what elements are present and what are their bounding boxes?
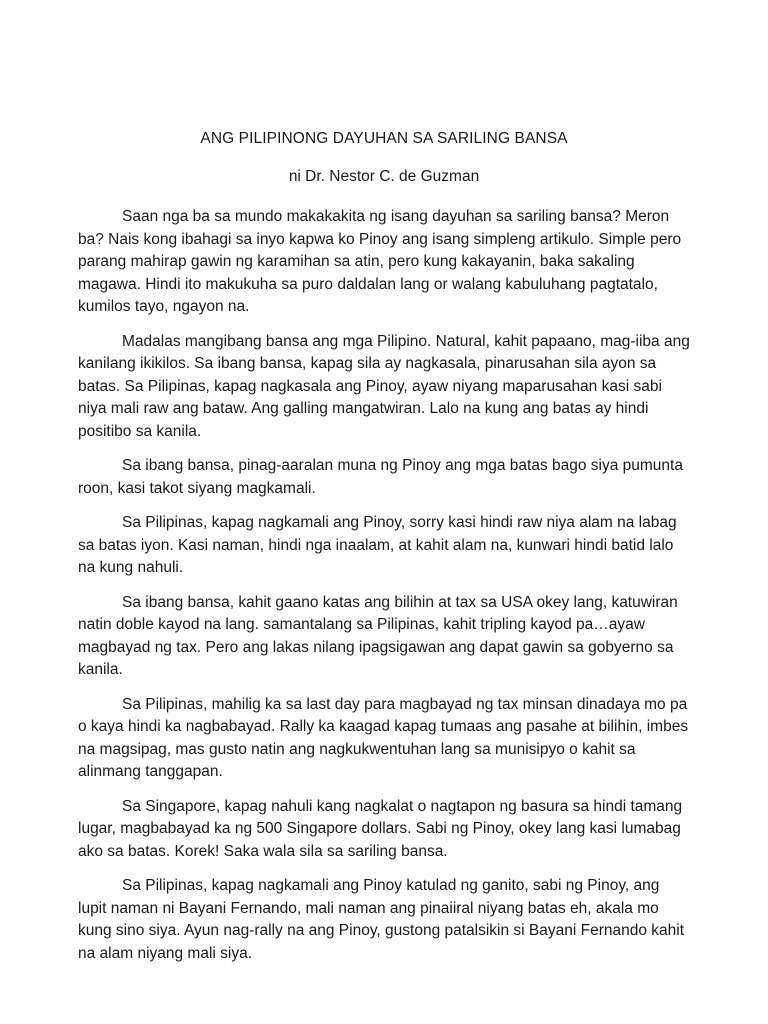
document-body <box>78 128 690 977</box>
paragraph-7: Sa Singapore, kapag nahuli kang nagkalat o nagtapon ng basura sa hindi tamang lugar, magbabayad ka ng 500 Singapore dollars. Sabi ng Pinoy, okey lang kasi lumabag ako sa batas. Korek! Saka wala sila sa sariling bansa. <box>78 797 683 860</box>
paragraph-6: Sa Pilipinas, mahilig ka sa last day para magbayad ng tax minsan dinadaya mo pa o kaya hindi ka nagbabayad. Rally ka kaagad kapag tumaas ang pasahe at bilihin, imbes na magsipag, mas gusto natin ang nagkukwentuhan lang sa munisipyo o kahit sa alinmang tanggapan. <box>78 695 689 780</box>
paragraph-8: Sa Pilipinas, kapag nagkamali ang Pinoy katulad ng ganito, sabi ng Pinoy, ang lupit naman ni Bayani Fernando, mali naman ang pinaiiral niyang batas eh, akala mo kung sino siya. Ayun nag-rally na ang Pinoy, gustong patalsikin si Bayani Fernando kahit na alam niyang mali siya. <box>78 877 685 962</box>
paragraph-5: Sa ibang bansa, kahit gaano katas ang bilihin at tax sa USA okey lang, katuwiran natin doble kayod na lang. samantalang sa Pilipinas, kahit tripling kayod pa…ayaw magbayad ng tax. Pero ang lakas nilang ipagsigawan ang dapat gawin sa gobyerno sa kanila. <box>78 593 678 678</box>
document-author: ni Dr. Nestor C. de Guzman <box>288 168 480 185</box>
document-title: ANG PILIPINONG DAYUHAN SA SARILING BANSA <box>200 130 568 147</box>
paragraph-4: Sa Pilipinas, kapag nagkamali ang Pinoy, sorry kasi hindi raw niya alam na labag sa batas iyon. Kasi naman, hindi nga inaalam, at kahit alam na, kunwari hindi batid lalo na kung nahuli. <box>78 514 677 576</box>
paragraph-1: Saan nga ba sa mundo makakakita ng isang dayuhan sa sariling bansa? Meron ba? Nais kong ibahagi sa inyo kapwa ko Pinoy ang isang simpleng artikulo. Simple pero parang mahirap gawin ng karamihan sa atin, pero kung kakayanin, baka sakaling magawa. Hindi ito makukuha sa puro daldalan lang or walang kabuluhang pagtatalo, kumilos tayo, ngayon na. <box>78 208 682 315</box>
paragraph-3: Sa ibang bansa, pinag-aaralan muna ng Pinoy ang mga batas bago siya pumunta roon, kasi takot siyang magkamali. <box>78 457 683 497</box>
paragraph-2: Madalas mangibang bansa ang mga Pilipino. Natural, kahit papaano, mag-iiba ang kanilang ikikilos. Sa ibang bansa, kapag sila ay nagkasala, pinarusahan sila ayon sa batas. Sa Pilipinas, kapag nagkasala ang Pinoy, ayaw niyang maparusahan kasi sabi niya mali raw ang bataw. Ang galling mangatwiran. Lalo na kung ang batas ay hindi positibo sa kanila. <box>78 332 690 440</box>
